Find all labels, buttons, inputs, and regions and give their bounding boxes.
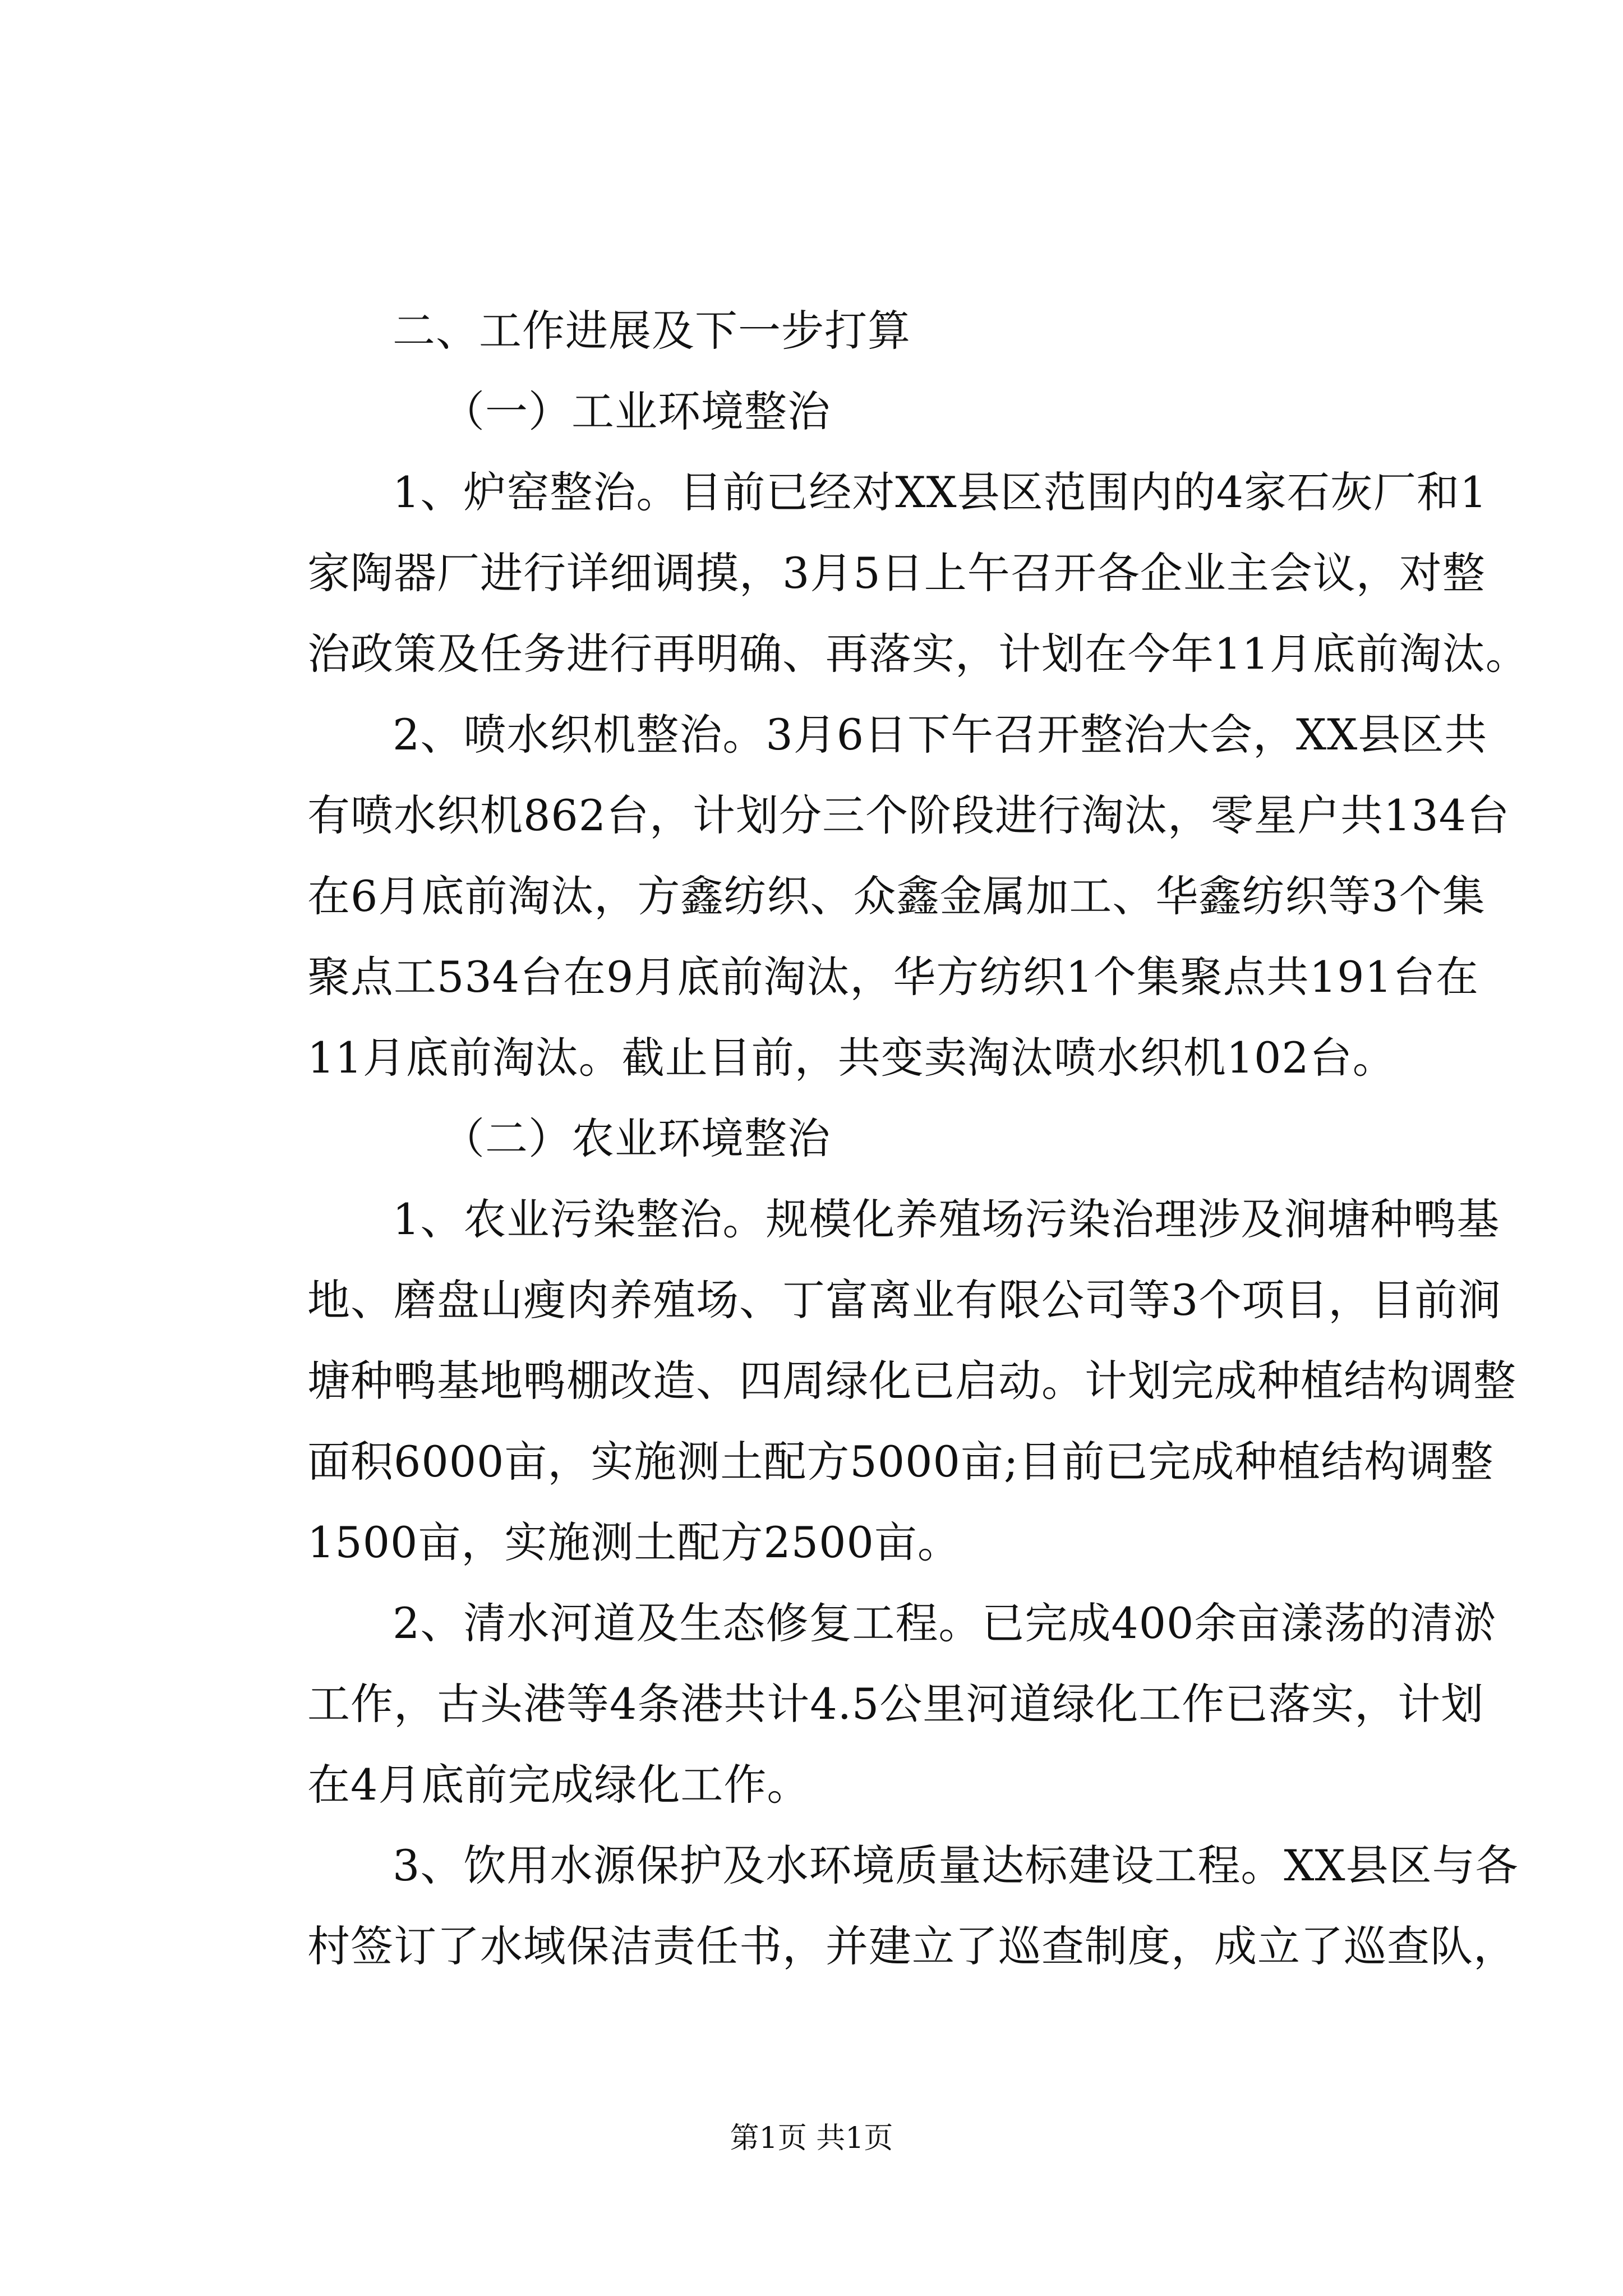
paragraph-line: 家陶器厂进行详细调摸，3月5日上午召开各企业主会议，对整 (307, 548, 1486, 598)
paragraph-line: 1500亩，实施测土配方2500亩。 (307, 1517, 961, 1567)
paragraph-line: 2、清水河道及生态修复工程。已完成400余亩漾荡的清淤 (393, 1598, 1497, 1648)
page-footer: 第1页 共1页 (730, 2122, 893, 2155)
paragraph-line: 2、喷水织机整治。3月6日下午召开整治大会，XX县区共 (393, 710, 1488, 760)
paragraph-line: 在6月底前淘汰，方鑫纺织、众鑫金属加工、华鑫纺织等3个集 (307, 871, 1486, 921)
paragraph-line: 有喷水织机862台，计划分三个阶段进行淘汰，零星户共134台 (307, 790, 1510, 840)
subsection-heading: （一）工业环境整治 (442, 386, 831, 436)
paragraph-line: 在4月底前完成绿化工作。 (307, 1760, 810, 1810)
paragraph-line: 村签订了水域保洁责任书，并建立了巡查制度，成立了巡查队， (307, 1921, 1516, 1971)
section-heading: 二、工作进展及下一步打算 (393, 306, 911, 356)
paragraph-line: 塘种鸭基地鸭棚改造、四周绿化已启动。计划完成种植结构调整 (307, 1356, 1516, 1406)
paragraph-line: 面积6000亩，实施测土配方5000亩;目前已完成种植结构调整 (307, 1437, 1494, 1487)
paragraph-line: 3、饮用水源保护及水环境质量达标建设工程。XX县区与各 (393, 1841, 1519, 1890)
document-body (307, 291, 1529, 1987)
paragraph-line: 地、磨盘山瘦肉养殖场、丁富离业有限公司等3个项目，目前涧 (307, 1275, 1501, 1325)
subsection-heading: （二）农业环境整治 (442, 1114, 831, 1163)
paragraph-line: 1、炉窑整治。目前已经对XX县区范围内的4家石灰厂和1 (393, 467, 1488, 517)
paragraph-line: 聚点工534台在9月底前淘汰，华方纺织1个集聚点共191台在 (307, 952, 1479, 1002)
paragraph-line: 11月底前淘汰。截止目前，共变卖淘汰喷水织机102台。 (307, 1033, 1396, 1083)
paragraph-line: 治政策及任务进行再明确、再落实，计划在今年11月底前淘汰。 (307, 629, 1529, 679)
paragraph-line: 1、农业污染整治。规模化养殖场污染治理涉及涧塘种鸭基 (393, 1194, 1500, 1244)
paragraph-line: 工作，古头港等4条港共计4.5公里河道绿化工作已落实，计划 (307, 1679, 1484, 1729)
